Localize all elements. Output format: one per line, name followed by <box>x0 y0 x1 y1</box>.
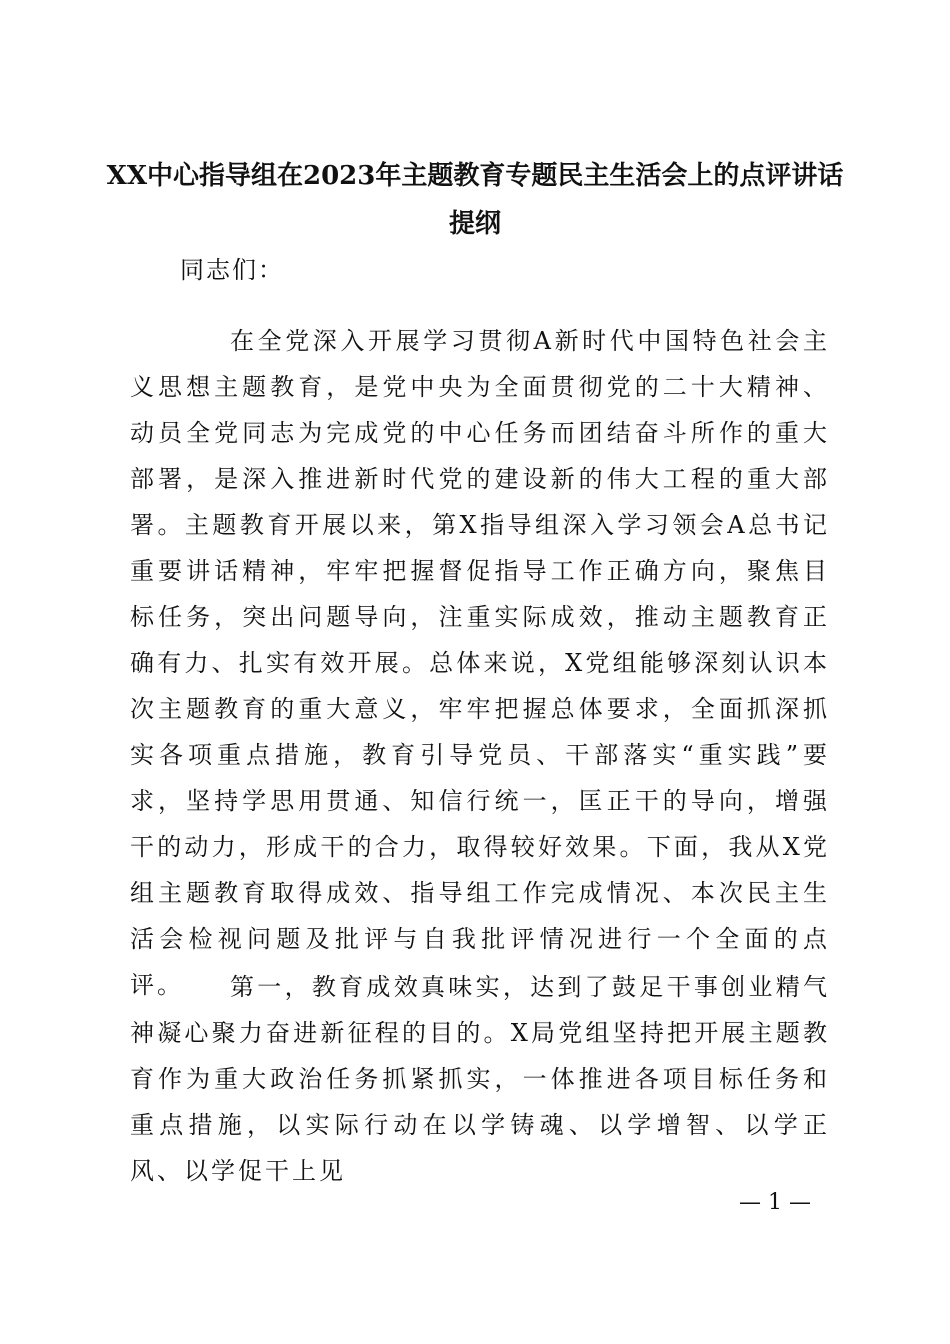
body-paragraph-2: 第一，教育成效真味实，达到了鼓足干事创业精气神凝心聚力奋进新征程的目的。X局党组坚持把开展主题教育作为重大政治任务抓紧抓实，一体推进各项目标任务和重点措施，以实际行动在以学铸魂、以学增智、以学正风、以学促干上见 <box>130 973 830 1185</box>
body-paragraph-1: 在全党深入开展学习贯彻A新时代中国特色社会主义思想主题教育，是党中央为全面贯彻党的二十大精神、动员全党同志为完成党的中心任务而团结奋斗所作的重大部署，是深入推进新时代党的建设新的伟大工程的重大部署。主题教育开展以来，第X指导组深入学习领会A总书记重要讲话精神，牢牢把握督促指导工作正确方向，聚焦目标任务，突出问题导向，注重实际成效，推动主题教育正确有力、扎实有效开展。总体来说，X党组能够深刻认识本次主题教育的重大意义，牢牢把握总体要求，全面抓深抓实各项重点措施，教育引导党员、干部落实“重实践”要求，坚持学思用贯通、知信行统一，匡正干的导向，增强干的动力，形成干的合力，取得较好效果。下面，我从X党组主题教育取得成效、指导组工作完成情况、本次民主生活会检视问题及批评与自我批评情况进行一个全面的点评。 <box>130 327 830 999</box>
document-title-line-2: 提纲 <box>448 209 501 239</box>
page-number: — 1 — <box>739 1190 811 1215</box>
salutation: 同志们： <box>180 256 284 284</box>
document-title-line-1: XX中心指导组在2023年主题教育专题民主生活会上的点评讲话 <box>106 161 844 191</box>
